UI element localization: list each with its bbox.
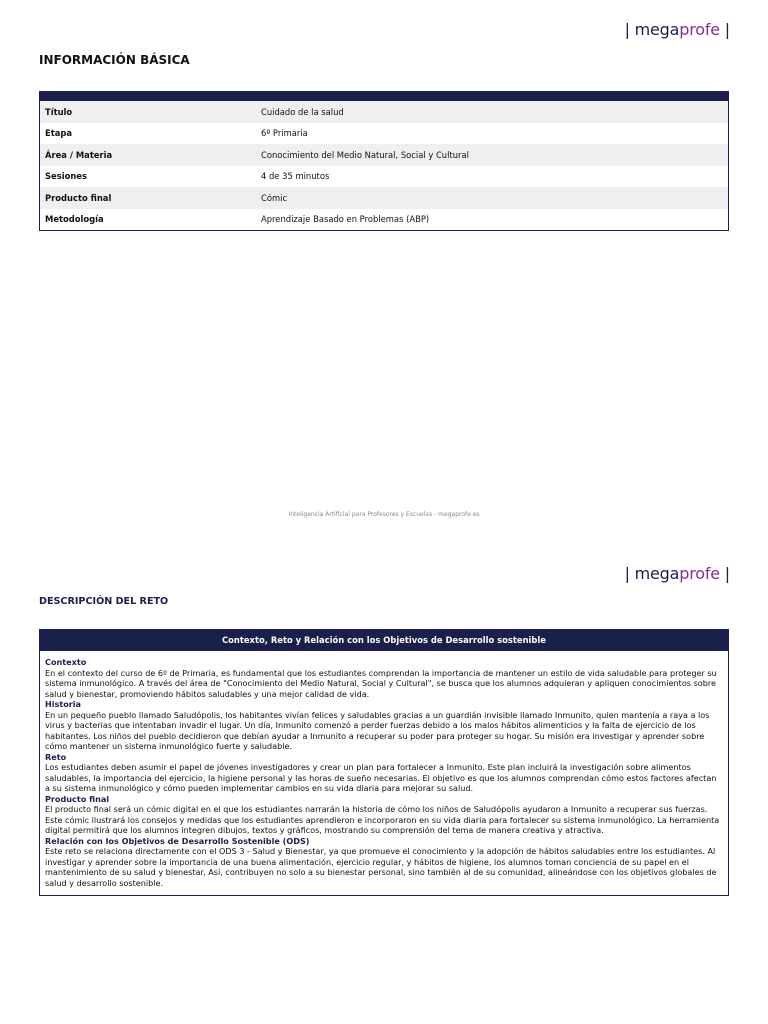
section-text: En un pequeño pueblo llamado Saludópolis, los habitantes vivían felices y saludables gracias a un guardián invisible llamado Inmunito, quien mantenía a raya a los virus y bacterias que intentaban invadir el lugar. Un día, Inmunito comenzó a perder fuerzas debido a los malos hábitos alimenticios y la falta de ejercicio de los habitantes. Los niños del pueblo decidieron que debían ayudar a Inmunito a recuperar su poder para proteger su hogar. Su misión era investigar y aprender sobre cómo mantener un sistema inmunológico fuerte y saludable. <box>45 709 710 751</box>
logo-mega-text: mega <box>634 564 680 583</box>
page-footer: Inteligencia Artificial para Profesores y Escuelas - megaprofe.es <box>288 511 480 518</box>
challenge-box <box>39 629 729 896</box>
challenge-box-body <box>40 651 728 895</box>
logo-bar-left: | <box>624 564 630 583</box>
section-title: Historia <box>45 699 82 709</box>
row-label: Sesiones <box>45 171 87 182</box>
row-label: Metodología <box>45 214 104 225</box>
logo-profe-text: profe <box>679 564 720 583</box>
basic-info-table <box>39 91 729 231</box>
table-row <box>40 123 728 145</box>
basic-info-table-header <box>40 92 728 101</box>
table-row <box>40 166 728 188</box>
challenge-box-title: Contexto, Reto y Relación con los Objetivos de Desarrollo sostenible <box>40 630 728 651</box>
row-label: Área / Materia <box>45 149 113 160</box>
section-title: Relación con los Objetivos de Desarrollo Sostenible (ODS) <box>45 835 310 846</box>
logo-profe-text: profe <box>679 20 720 39</box>
challenge-heading: DESCRIPCIÓN DEL RETO <box>39 596 169 607</box>
basic-info-heading: INFORMACIÓN BÁSICA <box>39 53 190 67</box>
section-text: Este reto se relaciona directamente con el ODS 3 - Salud y Bienestar, ya que promueve el conocimiento y la adopción de hábitos saludables entre los estudiantes. Al investigar y aprender sobre la importancia de una buena alimentación, ejercicio regular, y hábitos de higiene, los alumnos toman conciencia de su papel en el mantenimiento de su salud y bienestar. Así, contribuyen no solo a su bienestar personal, sino también al de su comunidad, alineándose con los objetivos globales de salud y desarrollo sostenible. <box>45 846 717 888</box>
row-value: Aprendizaje Basado en Problemas (ABP) <box>261 214 430 225</box>
section-title: Reto <box>45 751 67 762</box>
logo-bar-left: | <box>624 20 630 39</box>
section-text: En el contexto del curso de 6º de Primaria, es fundamental que los estudiantes comprendan la importancia de mantener un estilo de vida saludable para proteger su sistema inmunológico. A través del área de "Conocimiento del Medio Natural, Social y Cultural", se busca que los alumnos adquieran y apliquen conocimientos sobre salud y bienestar, promoviendo hábitos saludables y una mejor calidad de vida. <box>45 667 717 699</box>
row-value: Cuidado de la salud <box>261 106 344 117</box>
row-value: Conocimiento del Medio Natural, Social y Cultural <box>261 149 469 160</box>
row-value: Cómic <box>261 192 288 203</box>
logo-bar-right: | <box>724 564 730 583</box>
row-label: Título <box>45 106 73 117</box>
table-row <box>40 101 728 123</box>
row-value: 4 de 35 minutos <box>261 171 330 182</box>
row-label: Producto final <box>45 192 112 203</box>
table-row <box>40 144 728 166</box>
section-text: Los estudiantes deben asumir el papel de jóvenes investigadores y crear un plan para fortalecer a Inmunito. Este plan incluirá la investigación sobre alimentos saludables, la importancia del ejercicio, la higiene personal y las horas de sueño necesarias. El objetivo es que los alumnos comprendan cómo estos factores afectan a su sistema inmunológico y cómo pueden implementar cambios en su vida diaria para mejorar su salud. <box>45 762 717 793</box>
row-value: 6º Primaria <box>261 128 308 139</box>
logo-bar-right: | <box>724 20 730 39</box>
logo-mega-text: mega <box>634 20 680 39</box>
megaprofe-logo <box>625 20 730 39</box>
section-title: Producto final <box>45 793 110 804</box>
section-title: Contexto <box>45 657 87 667</box>
row-label: Etapa <box>45 128 73 139</box>
megaprofe-logo <box>625 564 730 583</box>
basic-info-rows <box>40 101 728 230</box>
table-row <box>40 187 728 209</box>
section-text: El producto final será un cómic digital en el que los estudiantes narrarán la historia de cómo los niños de Saludópolis ayudaron a Inmunito a recuperar sus fuerzas. Este cómic ilustrará los consejos y medidas que los estudiantes aprendieron e incorporaron en su vida diaria para fortalecer su sistema inmunológico. La herramienta digital permitirá que los alumnos integren dibujos, textos y gráficos, mostrando su comprensión del tema de manera creativa y atractiva. <box>45 804 720 835</box>
table-row <box>40 209 728 231</box>
